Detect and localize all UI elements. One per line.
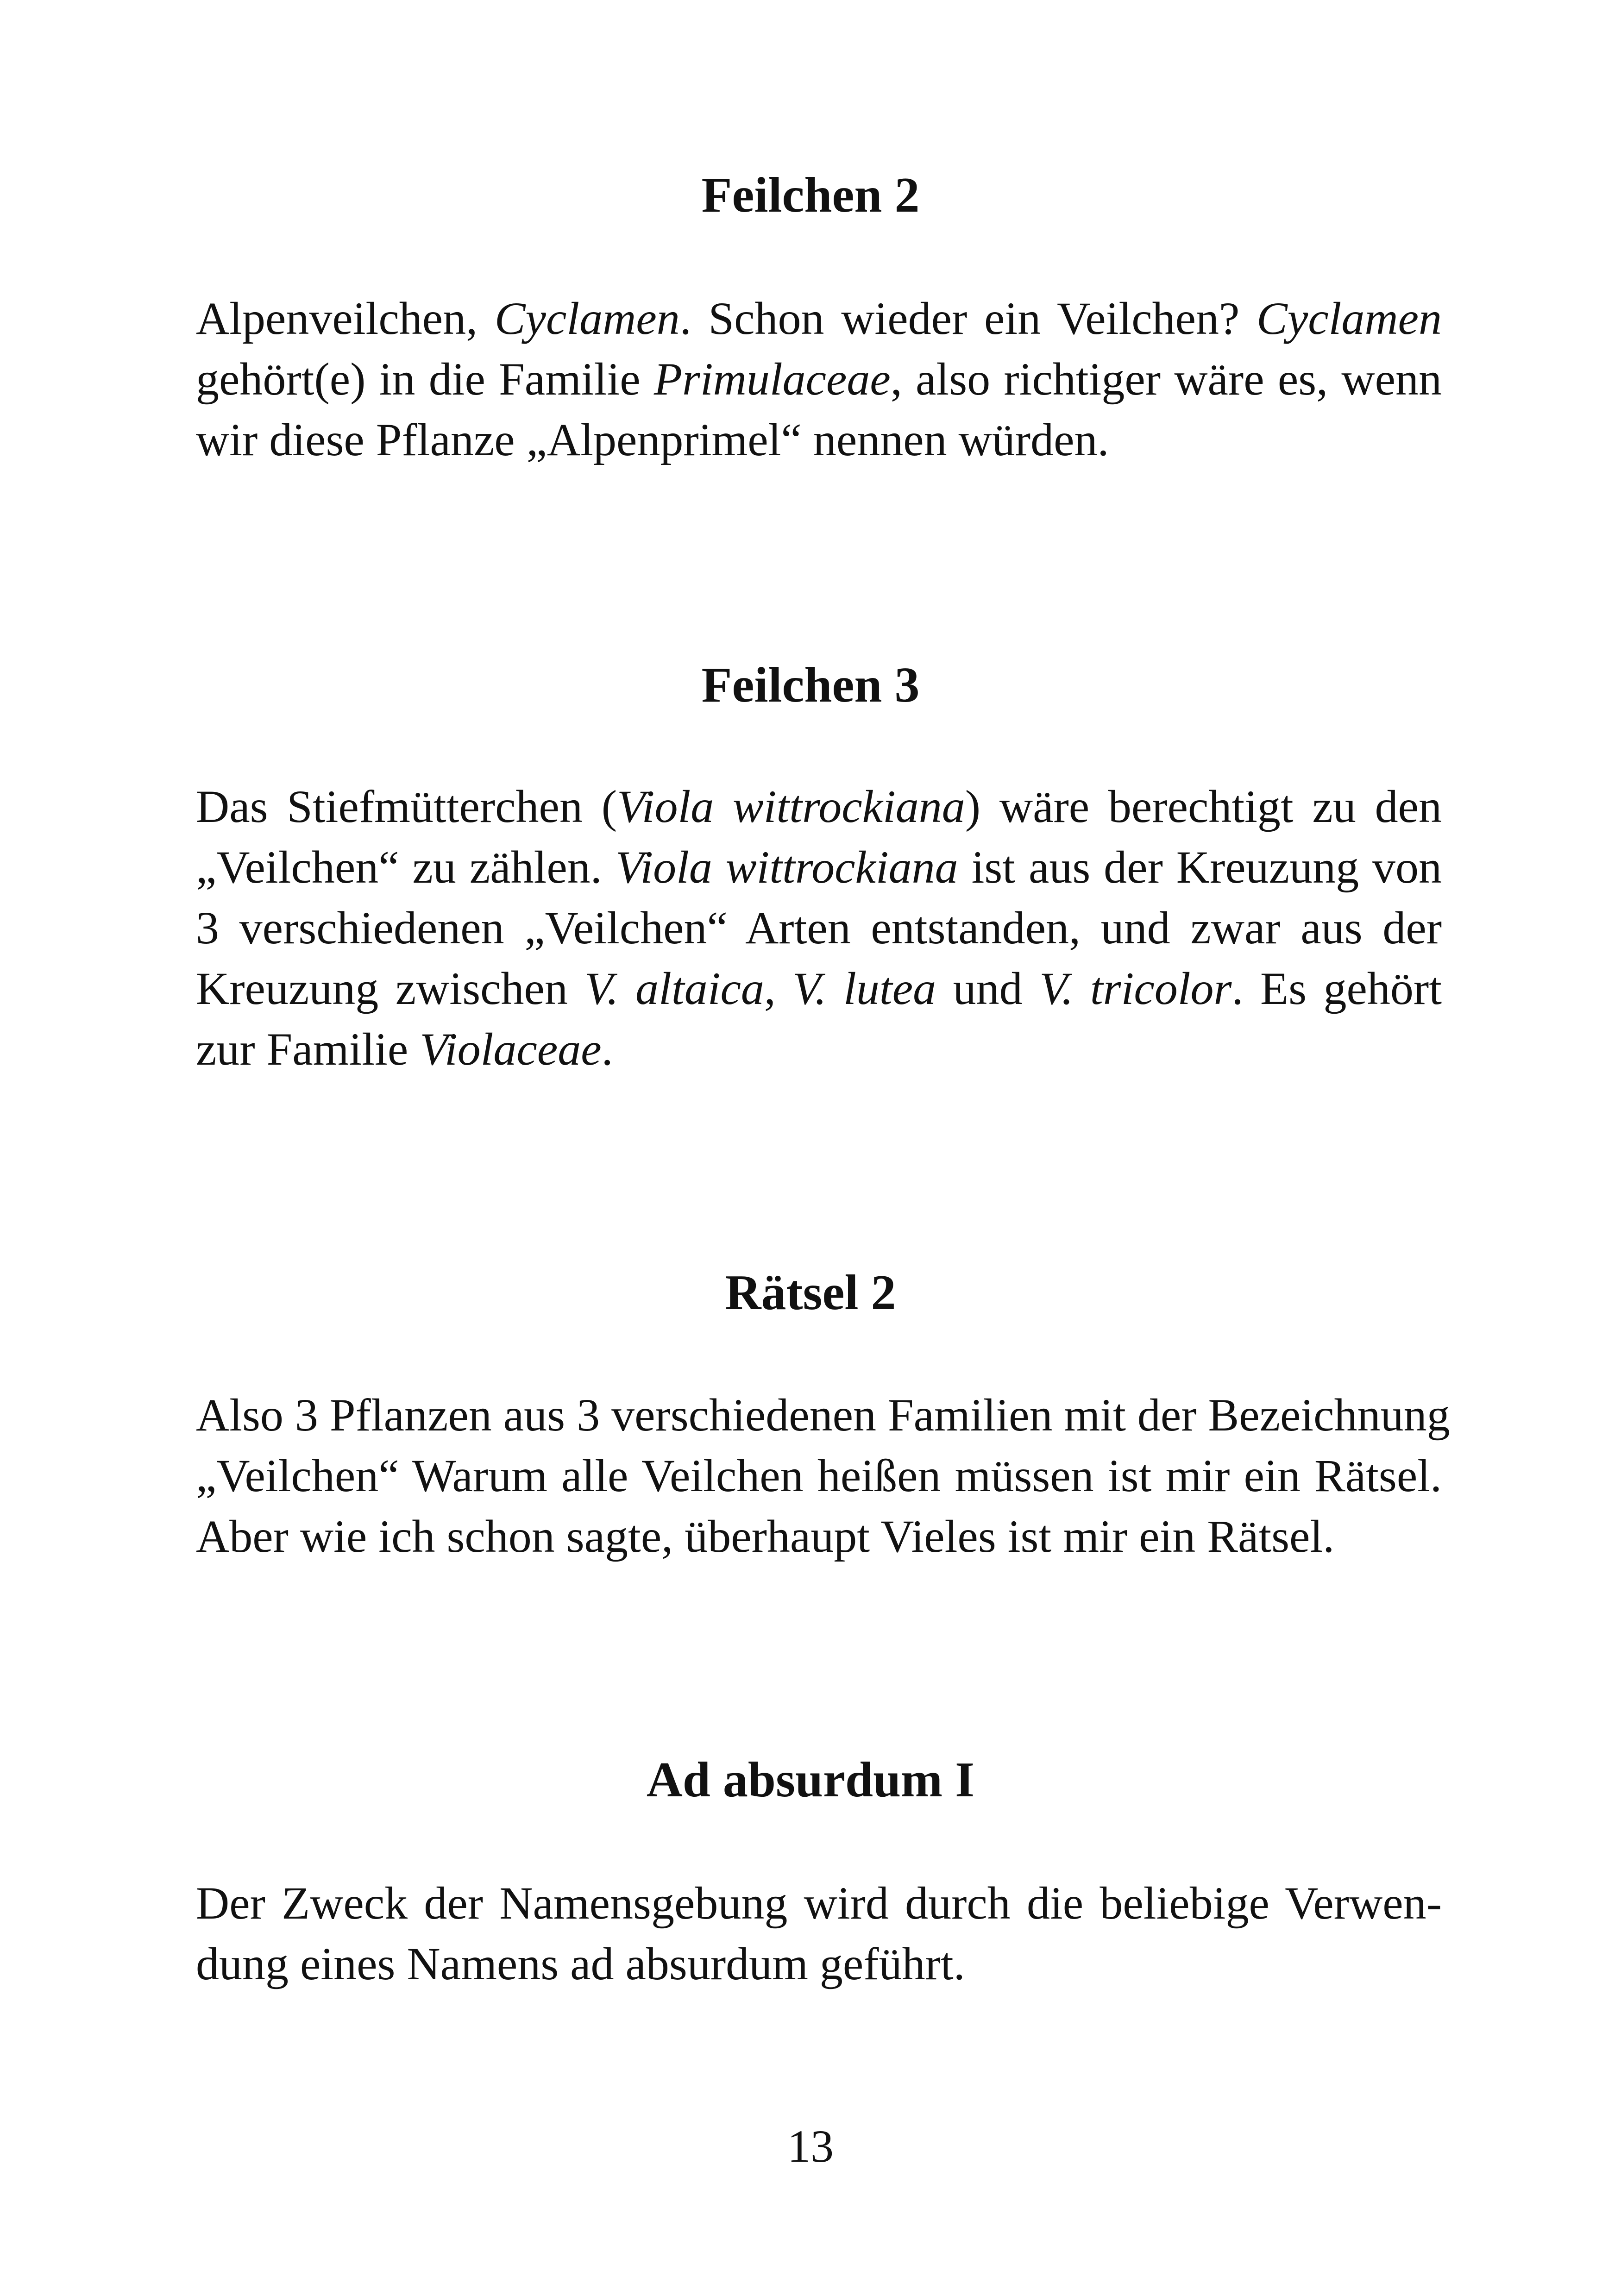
text-line bbox=[196, 958, 1442, 1019]
text-run: , also richtiger wäre es, wenn bbox=[890, 353, 1442, 405]
italic-term: V. lutea bbox=[792, 963, 936, 1014]
section-paragraph-raetsel-2 bbox=[196, 1385, 1450, 1567]
text-line bbox=[196, 349, 1442, 409]
text-run: 3 verschiedenen „Veilchen“ Arten entstanden, und zwar aus der bbox=[196, 902, 1442, 954]
text-run: Der Zweck der Namensgebung wird durch die beliebige Verwen- bbox=[196, 1877, 1442, 1929]
text-run: Das Stiefmütterchen ( bbox=[196, 781, 617, 832]
text-line bbox=[196, 1445, 1442, 1506]
text-line bbox=[196, 1385, 1450, 1445]
italic-term: V. tricolor bbox=[1039, 963, 1232, 1014]
text-line bbox=[196, 1019, 1442, 1079]
text-run: „Veilchen“ zu zählen. bbox=[196, 841, 616, 893]
text-line bbox=[196, 1506, 1442, 1567]
section-heading-ad-absurdum-1: Ad absurdum I bbox=[646, 1752, 975, 1807]
text-run: . Es gehört bbox=[1231, 963, 1442, 1014]
text-line bbox=[196, 776, 1442, 837]
text-line bbox=[196, 837, 1442, 897]
text-run: dung eines Namens ad absurdum geführt. bbox=[196, 1938, 965, 1989]
section-paragraph-ad-absurdum-1 bbox=[196, 1873, 1442, 1994]
text-line bbox=[196, 1873, 1442, 1933]
section-paragraph-feilchen-2 bbox=[196, 288, 1442, 470]
page-number: 13 bbox=[787, 2120, 834, 2172]
text-run: Alpenveilchen, bbox=[196, 293, 495, 344]
text-run: und bbox=[936, 963, 1040, 1014]
section-heading-feilchen-3: Feilchen 3 bbox=[701, 658, 920, 713]
text-run: . Schon wieder ein Veilchen? bbox=[679, 293, 1257, 344]
text-run: ist aus der Kreuzung von bbox=[958, 841, 1442, 893]
italic-term: Cyclamen bbox=[494, 293, 680, 344]
italic-term: Cyclamen bbox=[1257, 293, 1442, 344]
text-run: , bbox=[764, 963, 793, 1014]
section-paragraph-feilchen-3 bbox=[196, 776, 1442, 1079]
text-run: wir diese Pflanze „Alpenprimel“ nennen würden. bbox=[196, 414, 1109, 465]
text-run: . bbox=[601, 1023, 613, 1075]
italic-term: V. altaica bbox=[584, 963, 764, 1014]
text-run: zur Familie bbox=[196, 1023, 420, 1075]
text-run: Kreuzung zwischen bbox=[196, 963, 585, 1014]
italic-term: Violaceae bbox=[420, 1023, 602, 1075]
text-run: Also 3 Pflanzen aus 3 verschiedenen Familien mit der Bezeichnung bbox=[196, 1389, 1450, 1441]
text-line bbox=[196, 897, 1442, 958]
text-line bbox=[196, 288, 1442, 349]
italic-term: Viola wittrockiana bbox=[617, 781, 965, 832]
section-heading-feilchen-2: Feilchen 2 bbox=[701, 168, 920, 223]
italic-term: Primulaceae bbox=[653, 353, 891, 405]
text-line bbox=[196, 1933, 1442, 1994]
text-run: ) wäre berechtigt zu den bbox=[965, 781, 1442, 832]
section-heading-raetsel-2: Rätsel 2 bbox=[725, 1265, 896, 1320]
text-run: Aber wie ich schon sagte, überhaupt Vieles ist mir ein Rätsel. bbox=[196, 1511, 1335, 1562]
italic-term: Viola wittrockiana bbox=[615, 841, 958, 893]
text-run: „Veilchen“ Warum alle Veilchen heißen müssen ist mir ein Rätsel. bbox=[196, 1450, 1442, 1501]
text-run: gehört(e) in die Familie bbox=[196, 353, 654, 405]
text-line bbox=[196, 409, 1442, 470]
